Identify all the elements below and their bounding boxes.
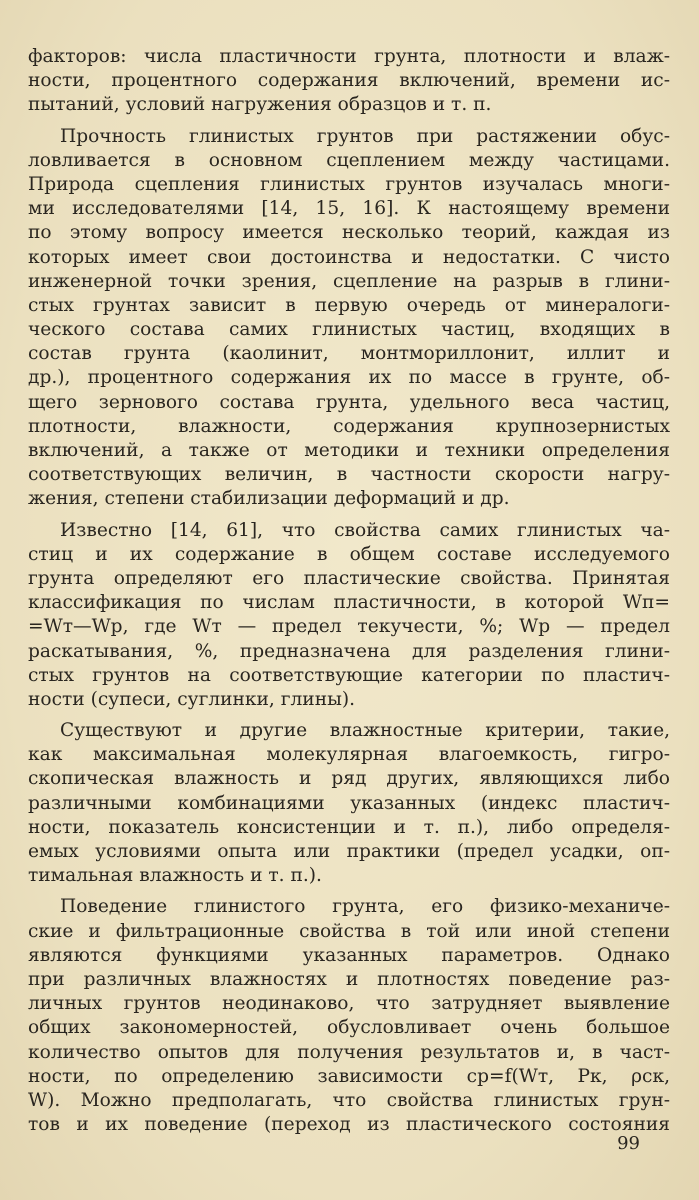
text-line: ности (супеси, суглинки, глины). bbox=[28, 688, 356, 710]
text-line: Прочность глинистых грунтов при растяжении обус- bbox=[60, 125, 670, 147]
text-line: ности, показатель консистенции и т. п.), либо определя- bbox=[28, 816, 670, 838]
text-line: стых грунтах зависит в первую очередь от минералоги- bbox=[28, 294, 670, 316]
text-line: факторов: числа пластичности грунта, плотности и влаж- bbox=[28, 46, 670, 67]
text-line: Природа сцепления глинистых грунтов изучалась многи- bbox=[28, 173, 670, 195]
paragraph-5 bbox=[28, 895, 670, 1137]
text-line: соответствующих величин, в частности скорости нагру- bbox=[28, 464, 670, 486]
text-line: различными комбинациями указанных (индекс пластич- bbox=[28, 792, 670, 814]
body-text bbox=[28, 45, 670, 1144]
text-line: по этому вопросу имеется несколько теорий, каждая из bbox=[28, 222, 670, 244]
text-line: Существуют и другие влажностные критерии, такие, bbox=[60, 720, 670, 742]
text-line: тимальная влажность и т. п.). bbox=[28, 865, 322, 887]
text-line: =Wт—Wр, где Wт — предел текучести, %; Wр — предел bbox=[28, 616, 670, 638]
text-line: стых грунтов на соответствующие категории по пластич- bbox=[28, 664, 670, 686]
text-line: щего зернового состава грунта, удельного веса частиц, bbox=[28, 391, 670, 413]
text-line: скопическая влажность и ряд других, являющихся либо bbox=[28, 768, 670, 790]
text-line: как максимальная молекулярная влагоемкость, гигро- bbox=[28, 744, 670, 766]
text-line: W). Можно предполагать, что свойства глинистых грун- bbox=[28, 1089, 670, 1111]
text-line: инженерной точки зрения, сцепление на разрыв в глини- bbox=[28, 270, 670, 292]
text-line: при различных влажностях и плотностях поведение раз- bbox=[28, 968, 670, 990]
text-line: ми исследователями [14, 15, 16]. К настоящему времени bbox=[28, 198, 670, 220]
text-line: плотности, влажности, содержания крупнозернистых bbox=[28, 415, 670, 437]
text-line: ловливается в основном сцеплением между частицами. bbox=[28, 149, 670, 171]
text-line: общих закономерностей, обусловливает очень большое bbox=[28, 1017, 670, 1039]
text-line: личных грунтов неодинаково, что затрудняет выявление bbox=[28, 993, 670, 1015]
text-line: раскатывания, %, предназначена для разделения глини- bbox=[28, 640, 670, 662]
paragraph-2 bbox=[28, 125, 670, 512]
text-line: состав грунта (каолинит, монтмориллонит, иллит и bbox=[28, 343, 670, 365]
text-line: пытаний, условий нагружения образцов и т. п. bbox=[28, 94, 492, 116]
text-line: ности, процентного содержания включений, времени ис- bbox=[28, 70, 670, 92]
text-line: ности, по определению зависимости cр=f(Wт, Pк, ρск, bbox=[28, 1065, 670, 1087]
text-line: которых имеет свои достоинства и недостатки. С чисто bbox=[28, 246, 670, 268]
text-line: др.), процентного содержания их по массе в грунте, об- bbox=[28, 367, 670, 389]
text-line: Поведение глинистого грунта, его физико-механиче- bbox=[60, 896, 670, 918]
paragraph-1 bbox=[28, 45, 670, 118]
text-line: стиц и их содержание в общем составе исследуемого bbox=[28, 543, 670, 565]
text-line: являются функциями указанных параметров. Однако bbox=[28, 944, 670, 966]
text-line: ческого состава самих глинистых частиц, входящих в bbox=[28, 319, 670, 341]
text-line: грунта определяют его пластические свойства. Принятая bbox=[28, 567, 670, 589]
text-line: тов и их поведение (переход из пластического состояния bbox=[28, 1114, 670, 1136]
paragraph-3 bbox=[28, 519, 670, 713]
paragraph-4 bbox=[28, 719, 670, 888]
text-line: жения, степени стабилизации деформаций и др. bbox=[28, 488, 510, 510]
text-line: классификация по числам пластичности, в которой Wп= bbox=[28, 592, 670, 614]
text-line: количество опытов для получения результатов и, в част- bbox=[28, 1041, 670, 1063]
page-number: 99 bbox=[617, 1133, 640, 1154]
text-line: емых условиями опыта или практики (предел усадки, оп- bbox=[28, 841, 670, 862]
text-line: включений, а также от методики и техники определения bbox=[28, 440, 670, 461]
text-line: Известно [14, 61], что свойства самих глинистых ча- bbox=[60, 519, 670, 541]
text-line: ские и фильтрационные свойства в той или иной степени bbox=[28, 920, 670, 942]
